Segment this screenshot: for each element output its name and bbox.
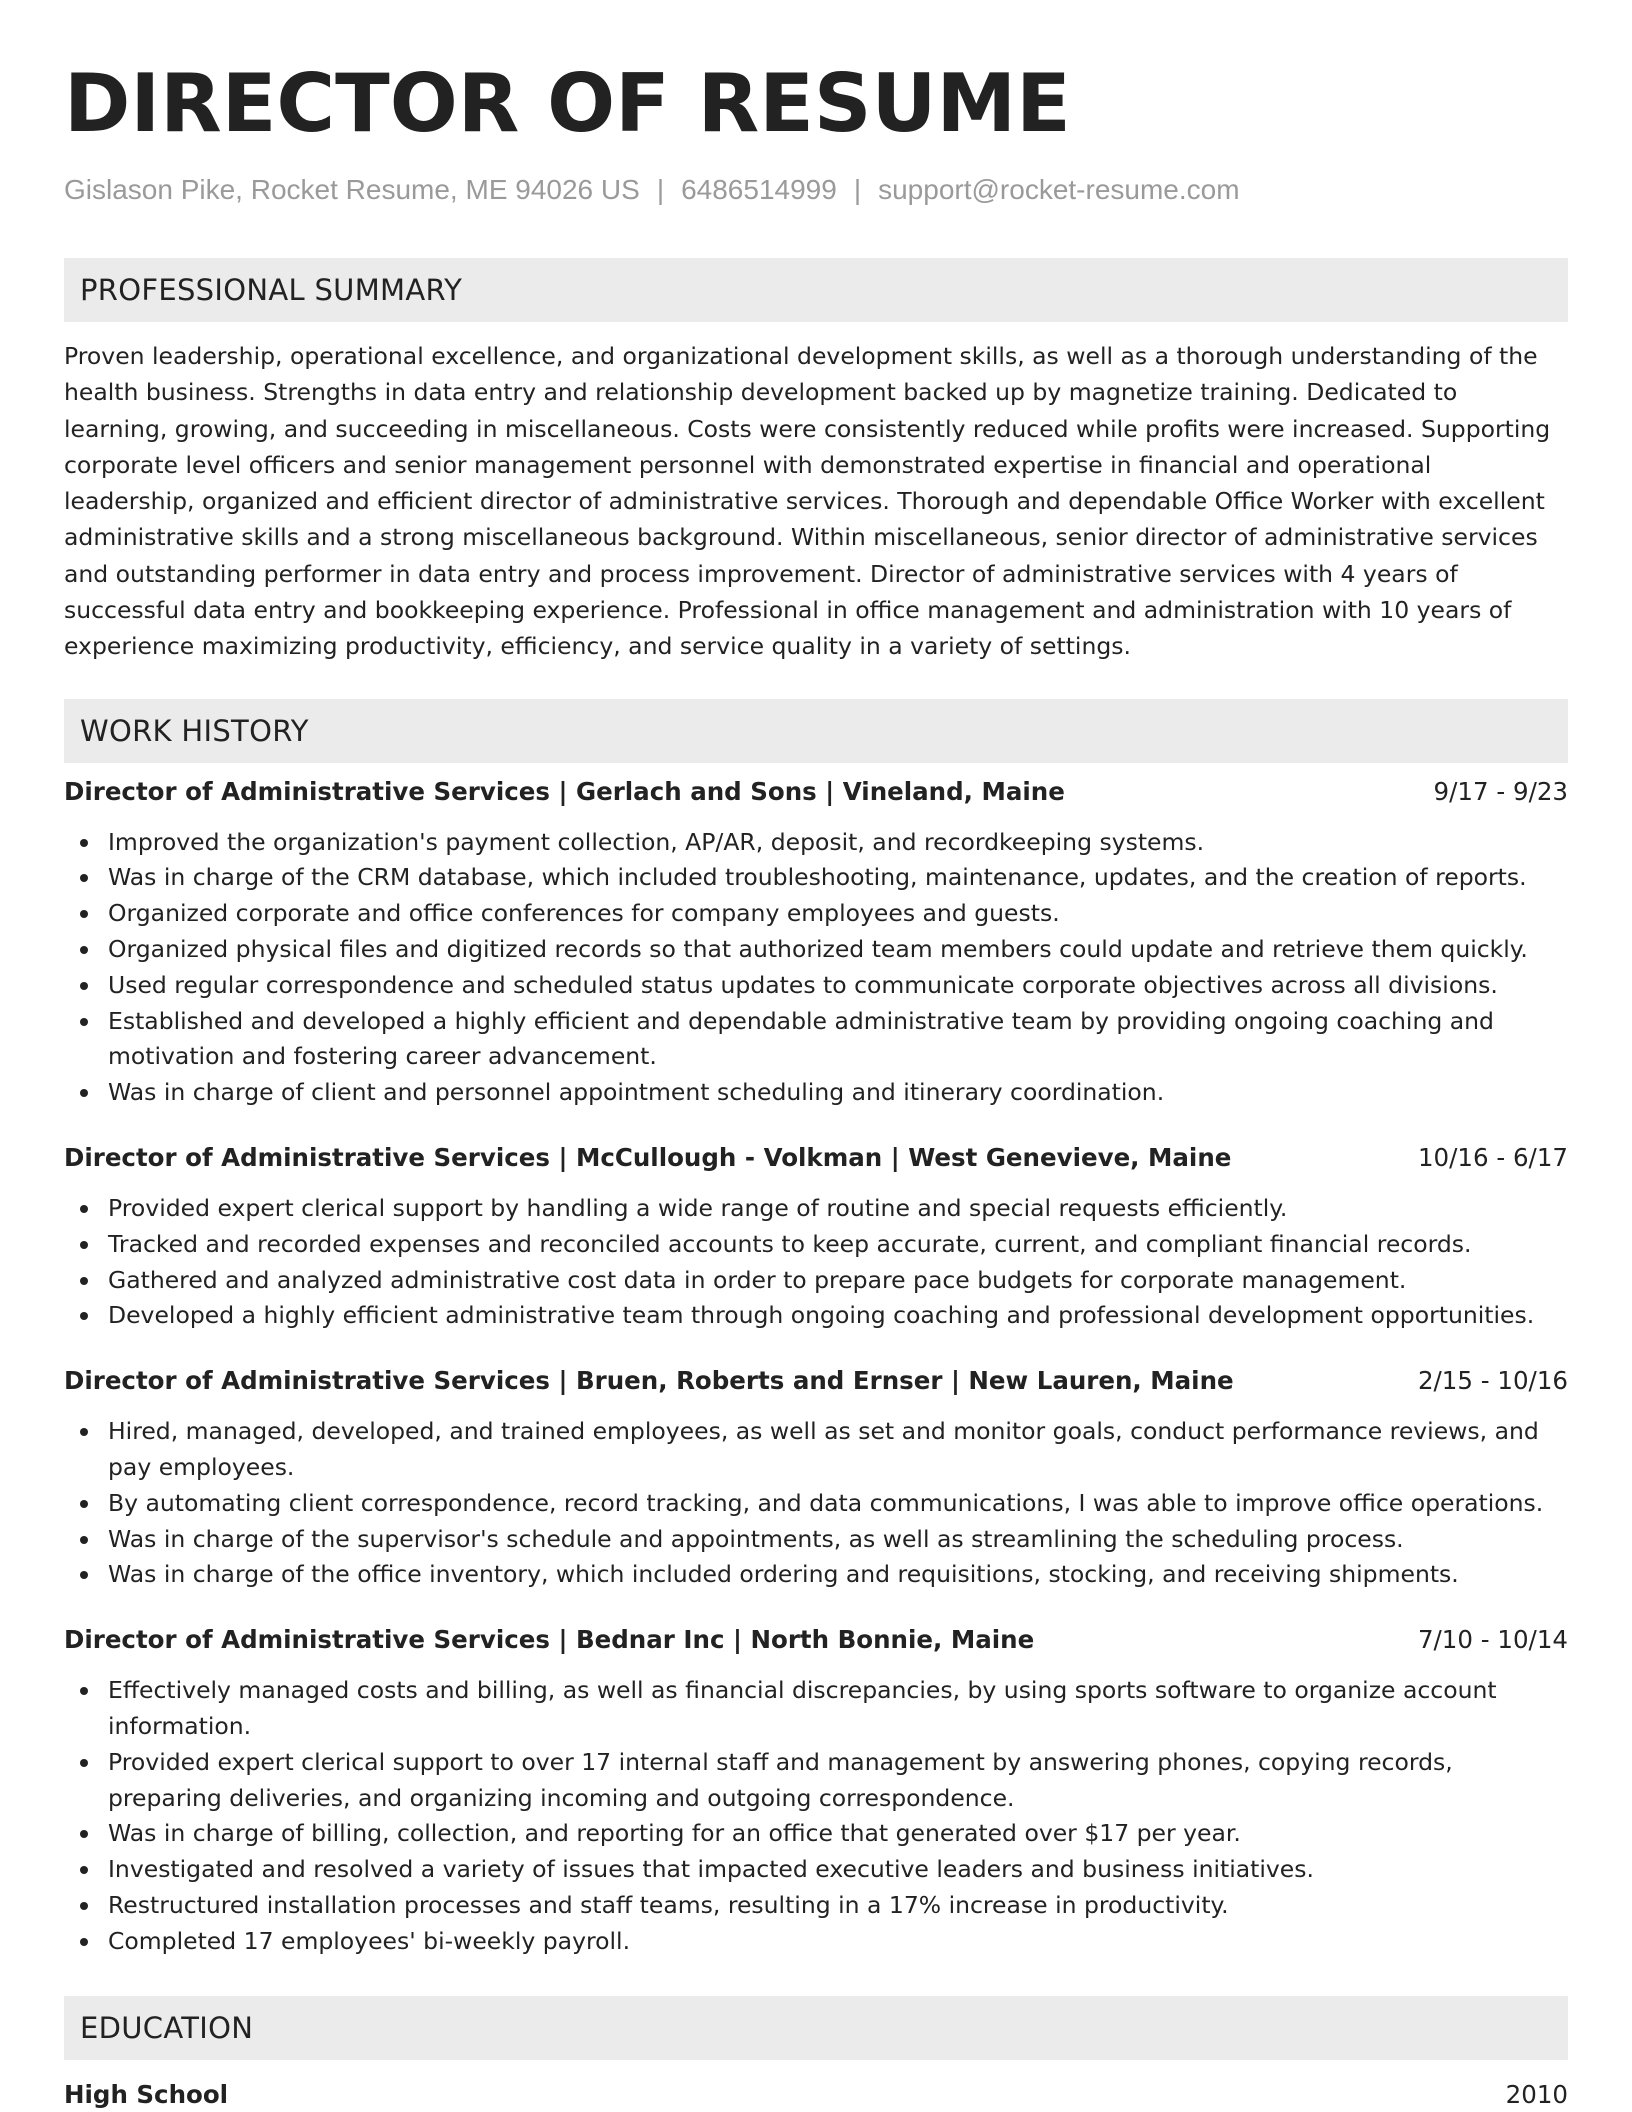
job-header — [64, 1141, 1568, 1175]
contact-email: support@rocket-resume.com — [878, 174, 1240, 205]
job-title: Director of Administrative Services | Bruen, Roberts and Ernser | New Lauren, Maine — [64, 1366, 1234, 1396]
work-history-list — [64, 775, 1568, 1960]
contact-address: Gislason Pike, Rocket Resume, ME 94026 US — [64, 174, 640, 205]
job-entry — [64, 1364, 1568, 1593]
job-bullet: Was in charge of the supervisor's schedule and appointments, as well as streamlining the scheduling process. — [64, 1522, 1568, 1558]
job-bullet: Improved the organization's payment collection, AP/AR, deposit, and recordkeeping systems. — [64, 825, 1568, 861]
section-heading-work-history: WORK HISTORY — [64, 699, 1568, 763]
job-bullet: Used regular correspondence and scheduled status updates to communicate corporate objectives across all divisions. — [64, 968, 1568, 1004]
candidate-name: DIRECTOR OF RESUME — [64, 57, 1071, 150]
job-bullet: Hired, managed, developed, and trained employees, as well as set and monitor goals, conduct performance reviews, and pay employees. — [64, 1414, 1568, 1486]
job-dates: 7/10 - 10/14 — [1417, 1625, 1568, 1655]
job-bullet: Was in charge of the office inventory, which included ordering and requisitions, stocking, and receiving shipments. — [64, 1557, 1568, 1593]
job-bullet: Established and developed a highly efficient and dependable administrative team by providing ongoing coaching and motivation and fostering career advancement. — [64, 1004, 1568, 1076]
job-bullet: Organized physical files and digitized records so that authorized team members could update and retrieve them quickly. — [64, 932, 1568, 968]
job-dates: 2/15 - 10/16 — [1417, 1366, 1568, 1396]
contact-line — [64, 172, 1568, 208]
section-heading-summary: PROFESSIONAL SUMMARY — [64, 258, 1568, 322]
job-entry — [64, 1141, 1568, 1334]
contact-separator: | — [656, 174, 665, 205]
summary-text: Proven leadership, operational excellence, and organizational development skills, as well as a thorough understanding of the health business. Strengths in data entry and relationship development backed up by magnetize training. Dedicated to learning, growing, and succeeding in miscellaneous. Costs were consistently reduced while profits were increased. Supporting corporate level officers and senior management personnel with demonstrated expertise in financial and operational leadership, organized and efficient director of administrative services. Thorough and dependable Office Worker with excellent administrative skills and a strong miscellaneous background. Within miscellaneous, senior director of administrative services and outstanding performer in data entry and process improvement. Director of administrative services with 4 years of successful data entry and bookkeeping experience. Professional in office management and administration with 10 years of experience maximizing productivity, efficiency, and service quality in a variety of settings. — [64, 342, 1551, 661]
job-header — [64, 1364, 1568, 1398]
job-bullet: By automating client correspondence, record tracking, and data communications, I was able to improve office operations. — [64, 1486, 1568, 1522]
job-bullet: Organized corporate and office conferences for company employees and guests. — [64, 896, 1568, 932]
job-dates: 10/16 - 6/17 — [1417, 1143, 1568, 1173]
job-bullet-list — [64, 825, 1568, 1111]
job-title: Director of Administrative Services | Bednar Inc | North Bonnie, Maine — [64, 1625, 1035, 1655]
job-bullet: Was in charge of the CRM database, which included troubleshooting, maintenance, updates, and the creation of reports. — [64, 860, 1568, 896]
job-bullet: Was in charge of client and personnel appointment scheduling and itinerary coordination. — [64, 1075, 1568, 1111]
education-entry — [64, 2078, 1568, 2112]
job-bullet: Was in charge of billing, collection, and reporting for an office that generated over $17 per year. — [64, 1816, 1568, 1852]
job-title: Director of Administrative Services | Gerlach and Sons | Vineland, Maine — [64, 776, 1065, 806]
job-bullet: Provided expert clerical support to over 17 internal staff and management by answering phones, copying records, preparing deliveries, and organizing incoming and outgoing correspondence. — [64, 1745, 1568, 1817]
job-header — [64, 775, 1568, 809]
section-heading-education: EDUCATION — [64, 1996, 1568, 2060]
job-entry — [64, 1623, 1568, 1959]
job-bullet: Restructured installation processes and staff teams, resulting in a 17% increase in productivity. — [64, 1888, 1568, 1924]
job-title: Director of Administrative Services | McCullough - Volkman | West Genevieve, Maine — [64, 1143, 1232, 1173]
education-title: High School — [64, 2079, 229, 2109]
job-bullet-list — [64, 1414, 1568, 1593]
job-bullet: Investigated and resolved a variety of issues that impacted executive leaders and business initiatives. — [64, 1852, 1568, 1888]
job-bullet: Gathered and analyzed administrative cost data in order to prepare pace budgets for corporate management. — [64, 1263, 1568, 1299]
contact-separator: | — [853, 174, 862, 205]
job-bullet: Provided expert clerical support by handling a wide range of routine and special requests efficiently. — [64, 1191, 1568, 1227]
job-header — [64, 1623, 1568, 1657]
job-bullet: Effectively managed costs and billing, as well as financial discrepancies, by using sports software to organize account information. — [64, 1673, 1568, 1745]
job-bullet-list — [64, 1191, 1568, 1334]
job-bullet-list — [64, 1673, 1568, 1959]
job-dates: 9/17 - 9/23 — [1433, 776, 1568, 806]
job-entry — [64, 775, 1568, 1111]
contact-phone: 6486514999 — [681, 174, 837, 205]
job-bullet: Developed a highly efficient administrative team through ongoing coaching and professional development opportunities. — [64, 1298, 1568, 1334]
education-year: 2010 — [1505, 2079, 1568, 2109]
job-bullet: Tracked and recorded expenses and reconciled accounts to keep accurate, current, and compliant financial records. — [64, 1227, 1568, 1263]
job-bullet: Completed 17 employees' bi-weekly payroll. — [64, 1924, 1568, 1960]
